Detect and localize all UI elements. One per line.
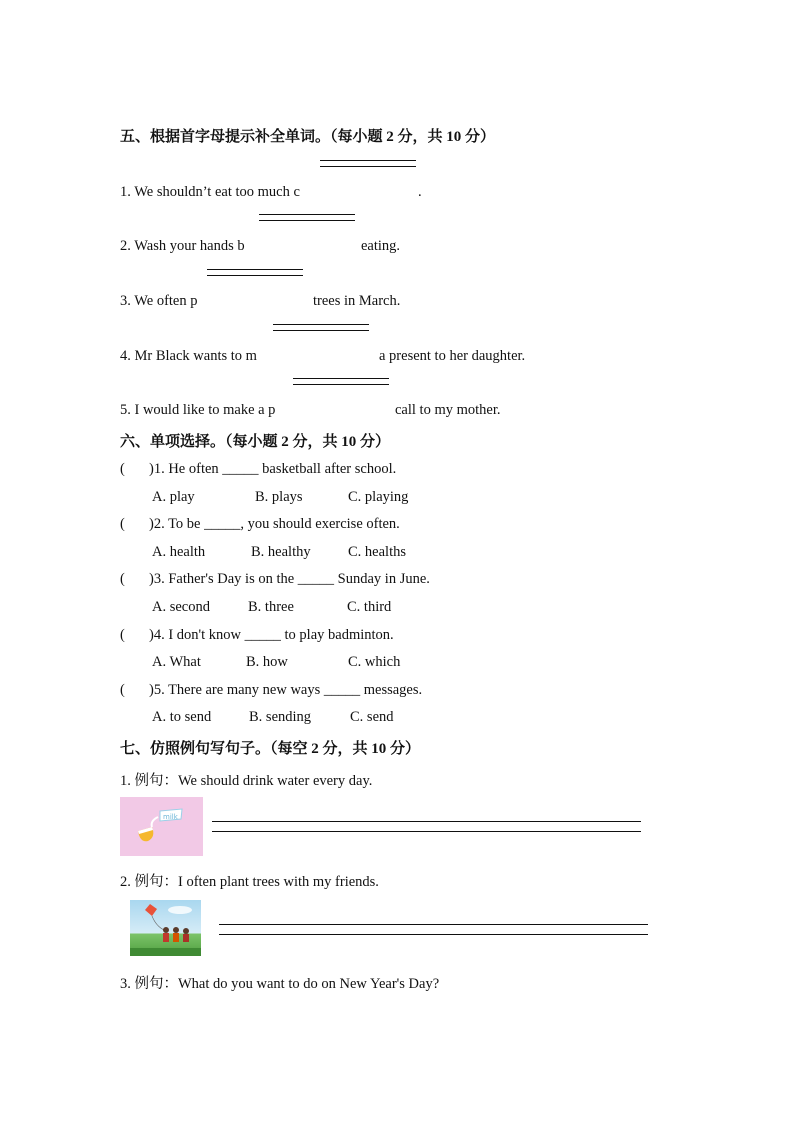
- example-2-number: 2.: [120, 874, 131, 890]
- answer-paren-5[interactable]: (: [120, 682, 125, 698]
- example-3-label: 例句：: [134, 976, 178, 992]
- section7-heading: 七、仿照例句写句子。（每空 2 分，共 10 分）: [120, 741, 421, 757]
- option-3c[interactable]: C. third: [347, 599, 392, 615]
- option-4c[interactable]: C. which: [348, 654, 401, 670]
- option-1c[interactable]: C. playing: [348, 489, 409, 505]
- option-5b[interactable]: B. sending: [249, 709, 312, 725]
- option-1a[interactable]: A. play: [152, 489, 195, 505]
- example-2-label: 例句：: [134, 874, 178, 890]
- option-4b[interactable]: B. how: [246, 654, 288, 670]
- example-3: [120, 972, 439, 993]
- example-2: [120, 870, 379, 891]
- fill-item-2-tail: eating.: [361, 238, 401, 254]
- answer-paren-1[interactable]: (: [120, 461, 125, 477]
- option-3b[interactable]: B. three: [248, 599, 294, 615]
- example-1: [120, 769, 372, 790]
- question-4-stem: )4. I don't know _____ to play badminton.: [149, 627, 394, 643]
- question-1-stem: )1. He often _____ basketball after school.: [149, 461, 397, 477]
- section6-heading: 六、单项选择。（每小题 2 分，共 10 分）: [120, 434, 391, 450]
- question-3-stem: )3. Father's Day is on the _____ Sunday in June.: [149, 571, 430, 587]
- fill-item-3-tail: trees in March.: [313, 293, 401, 309]
- answer-blank-2[interactable]: [259, 214, 355, 221]
- option-5a[interactable]: A. to send: [152, 709, 212, 725]
- option-3a[interactable]: A. second: [152, 599, 210, 615]
- kite-children-icon: [130, 900, 201, 956]
- milk-glass-image: [120, 797, 203, 856]
- fill-item-5-text: 5. I would like to make a p: [120, 402, 276, 418]
- option-2c[interactable]: C. healths: [348, 544, 406, 560]
- section5-heading: 五、根据首字母提示补全单词。（每小题 2 分，共 10 分）: [120, 129, 496, 145]
- question-2-stem: )2. To be _____, you should exercise often.: [149, 516, 400, 532]
- fill-item-4-tail: a present to her daughter.: [379, 348, 526, 364]
- option-5c[interactable]: C. send: [350, 709, 394, 725]
- milk-glass-icon: [120, 797, 203, 856]
- example-3-number: 3.: [120, 976, 131, 992]
- answer-blank-4[interactable]: [273, 324, 369, 331]
- example-1-sentence: We should drink water every day.: [178, 773, 373, 789]
- example-2-sentence: I often plant trees with my friends.: [178, 874, 379, 890]
- example-1-number: 1.: [120, 773, 131, 789]
- kite-children-image: [130, 900, 201, 956]
- fill-item-2-text: 2. Wash your hands b: [120, 238, 245, 254]
- writing-line-2[interactable]: [219, 924, 648, 935]
- fill-item-4-text: 4. Mr Black wants to m: [120, 348, 257, 364]
- writing-line-1[interactable]: [212, 821, 641, 832]
- answer-paren-2[interactable]: (: [120, 516, 125, 532]
- fill-item-3-text: 3. We often p: [120, 293, 198, 309]
- fill-item-1-tail: .: [418, 184, 422, 200]
- example-3-sentence: What do you want to do on New Year's Day?: [178, 976, 440, 992]
- answer-paren-3[interactable]: (: [120, 571, 125, 587]
- milk-label: milk: [163, 813, 178, 821]
- answer-blank-3[interactable]: [207, 269, 303, 276]
- question-5-stem: )5. There are many new ways _____ messages.: [149, 682, 423, 698]
- answer-blank-1[interactable]: [320, 160, 416, 167]
- answer-paren-4[interactable]: (: [120, 627, 125, 643]
- example-1-label: 例句：: [134, 773, 178, 789]
- option-2b[interactable]: B. healthy: [251, 544, 311, 560]
- fill-item-5-tail: call to my mother.: [395, 402, 501, 418]
- fill-item-1-text: 1. We shouldn’t eat too much c: [120, 184, 300, 200]
- option-2a[interactable]: A. health: [152, 544, 206, 560]
- option-1b[interactable]: B. plays: [255, 489, 303, 505]
- option-4a[interactable]: A. What: [152, 654, 201, 670]
- answer-blank-5[interactable]: [293, 378, 389, 385]
